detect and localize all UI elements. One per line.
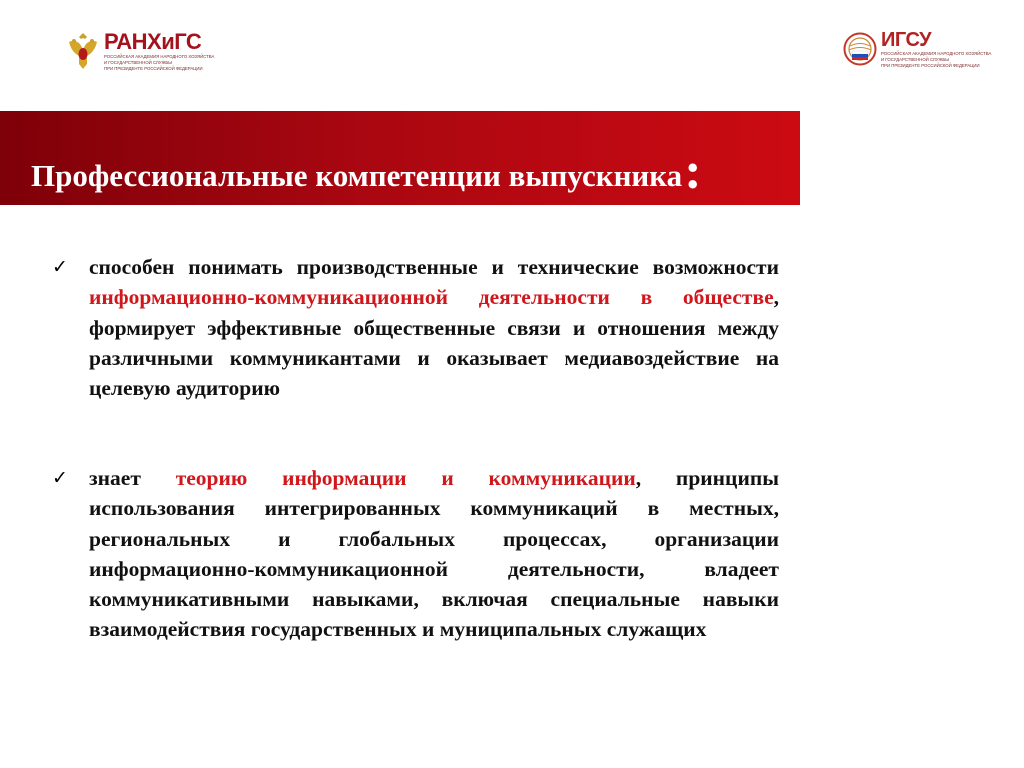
igsu-logo: [843, 30, 991, 69]
ranepa-logo-subtitle-3: ПРИ ПРЕЗИДЕНТЕ РОССИЙСКОЙ ФЕДЕРАЦИИ: [104, 66, 203, 72]
igsu-logo-subtitle-3: ПРИ ПРЕЗИДЕНТЕ РОССИЙСКОЙ ФЕДЕРАЦИИ: [881, 63, 980, 69]
slide-title-colon: :: [684, 143, 702, 200]
competency-text-2-before: знает: [89, 466, 176, 490]
competency-highlight-2: теорию информации и коммуникации: [175, 466, 636, 490]
ranepa-logo-subtitle-1: РОССИЙСКАЯ АКАДЕМИЯ НАРОДНОГО ХОЗЯЙСТВА: [104, 53, 215, 59]
competency-item-1: [52, 252, 779, 403]
checkmark-icon: ✓: [52, 467, 68, 489]
competency-text-1-before: способен понимать производственные и технические возможности: [89, 255, 779, 279]
double-headed-eagle-icon: [66, 30, 100, 72]
competency-text-1: [89, 252, 779, 403]
competency-text-2: [89, 463, 779, 645]
ranepa-logo: [66, 30, 214, 72]
competency-item-2: [52, 463, 779, 645]
slide-title-text: Профессиональные компетенции выпускника: [31, 158, 683, 193]
competency-text-2-after: , принципы использования интегрированных коммуникаций в местных, региональных и глобальных процессах, организации информационно-коммуникационной деятельности, владеет коммуникативными навыками, включая специальные навыки взаимодействия государственных и муниципальных служащих: [89, 466, 780, 642]
competency-text-1-after: , формирует эффективные общественные связи и отношения между различными коммуникантами и оказывает медиавоздействие на целевую аудиторию: [89, 285, 779, 401]
igsu-logo-subtitle-2: И ГОСУДАРСТВЕННОЙ СЛУЖБЫ: [881, 57, 950, 63]
ranepa-logo-subtitle-2: И ГОСУДАРСТВЕННОЙ СЛУЖБЫ: [104, 59, 173, 65]
igsu-logo-subtitle-1: РОССИЙСКАЯ АКАДЕМИЯ НАРОДНОГО ХОЗЯЙСТВА: [881, 51, 992, 56]
competency-highlight-1: информационно-коммуникационной деятельности в обществе: [89, 285, 774, 310]
slide-title: [31, 143, 702, 200]
globe-flag-icon: [843, 32, 877, 66]
checkmark-icon: ✓: [52, 256, 68, 278]
ranepa-logo-name: РАНХиГС: [104, 28, 202, 54]
igsu-logo-name: ИГСУ: [881, 29, 932, 51]
